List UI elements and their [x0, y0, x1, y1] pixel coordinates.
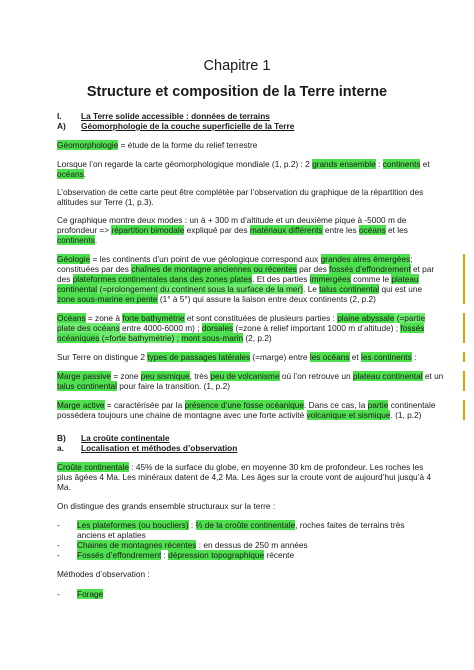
paragraph-line: Océans = zone à forte bathymétrie et sont constituées de plusieurs parties : plaine abyssale (=partie	[57, 313, 426, 323]
margin-annotation-bar	[463, 313, 465, 343]
chapter-heading: Chapitre 1	[203, 58, 271, 74]
paragraph-line: continental (=prolongement du continent sous la surface de la mer). Le talus continental qui est une	[57, 284, 423, 294]
paragraph-line: plate des océans entre 4000-6000 m) ; dorsales (=zone à relief important 1000 m d’altitude) ; fossés	[57, 323, 425, 333]
paragraph-line: Marge passive = zone peu sismique, très peu de volcanisme où l’on retrouve un plateau continental et un	[57, 371, 444, 381]
paragraph-line: Croûte continentale : 45% de la surface du globe, en moyenne 30 km de profondeur. Les roches les	[57, 462, 424, 472]
paragraph-line: profondeur => répartition bimodale expliqué par des matériaux différents entre les océans et les	[57, 225, 408, 235]
paragraph-line: océaniques (=forte bathymétrie) ; mont sous-marin (2, p.2)	[57, 333, 272, 343]
paragraph-line: Sur Terre on distingue 2 types de passages latérales (=marge) entre les océans et les continents :	[57, 352, 417, 362]
paragraph-line: Géomorphologie = étude de la forme du relief terrestre	[57, 140, 258, 150]
paragraph-line: Méthodes d’observation :	[57, 569, 150, 579]
margin-annotation-bar	[463, 400, 465, 420]
paragraph-line: altitudes sur Terre (1, p.3).	[57, 197, 154, 207]
paragraph-line: talus continental pour faire la transition. (1, p.2)	[57, 381, 230, 391]
paragraph-line: océans.	[57, 169, 87, 179]
paragraph-line: des plateformes continentales dans des zones plates. Et des parties immergées comme le plateau	[57, 274, 419, 284]
paragraph-line: Géologie = les continents d’un point de vue géologique correspond aux grandes aires émergées;	[57, 254, 413, 264]
paragraph-line: Ma.	[57, 482, 71, 492]
section-heading-A: A) Géomorphologie de la couche superficielle de la Terre	[57, 121, 295, 131]
section-heading-I: I. La Terre solide accessible : données de terrains	[57, 111, 270, 121]
paragraph-line: possédera toujours une chaine de montagne avec une forte activité volcanique et sismique. (1, p.2)	[57, 410, 422, 420]
paragraph-line: zone sous-marine en pente (1° à 5°) qui assure la liaison entre deux continents (2, p.2)	[57, 294, 376, 304]
section-heading-B: B) La croûte continentale	[57, 433, 170, 443]
paragraph-line: Ce graphique montre deux modes : un à + 300 m d’altitude et un deuxième pique à -5000 m de	[57, 215, 407, 225]
list-item: - Forage	[57, 589, 104, 599]
paragraph-line: continents.	[57, 235, 98, 245]
paragraph-line: Marge active = caractérisée par la présence d’une fosse océanique. Dans ce cas, la partie continentale	[57, 400, 436, 410]
paragraph-line: Lorsque l’on regarde la carte géomorphologique mondiale (1, p.2) : 2 grands ensemble : continents et	[57, 159, 430, 169]
paragraph-line: plus âgées 4 Ma. Les minéraux datent de 4,2 Ma. Les âges sur la croute vont de aujourd’hui jusqu’à 4	[57, 472, 432, 482]
list-item: - Fossés d’effondrement : dépression topographique récente	[57, 550, 295, 560]
margin-annotation-bar	[463, 254, 465, 304]
paragraph-line: On distingue des grands ensemble structuraux sur la terre :	[57, 501, 276, 511]
list-item: - Les plateformes (ou boucliers) : ⅔ de la croûte continentale, roches faites de terrains très	[57, 520, 405, 530]
list-item-continuation: anciens et aplaties	[77, 530, 146, 540]
margin-annotation-bar	[463, 352, 465, 362]
page-title: Structure et composition de la Terre interne	[86, 84, 388, 100]
list-item: - Chaines de montagnes récentes : en dessus de 250 m années	[57, 540, 308, 550]
margin-annotation-bar	[463, 371, 465, 391]
section-heading-a: a. Localisation et méthodes d’observation	[57, 443, 238, 453]
paragraph-line: constituées par des chaînes de montagne anciennes ou récentes par des fossés d’effondrement et par	[57, 264, 435, 274]
paragraph-line: L’observation de cette carte peut être complétée par l’observation du graphique de la répartition des	[57, 187, 424, 197]
